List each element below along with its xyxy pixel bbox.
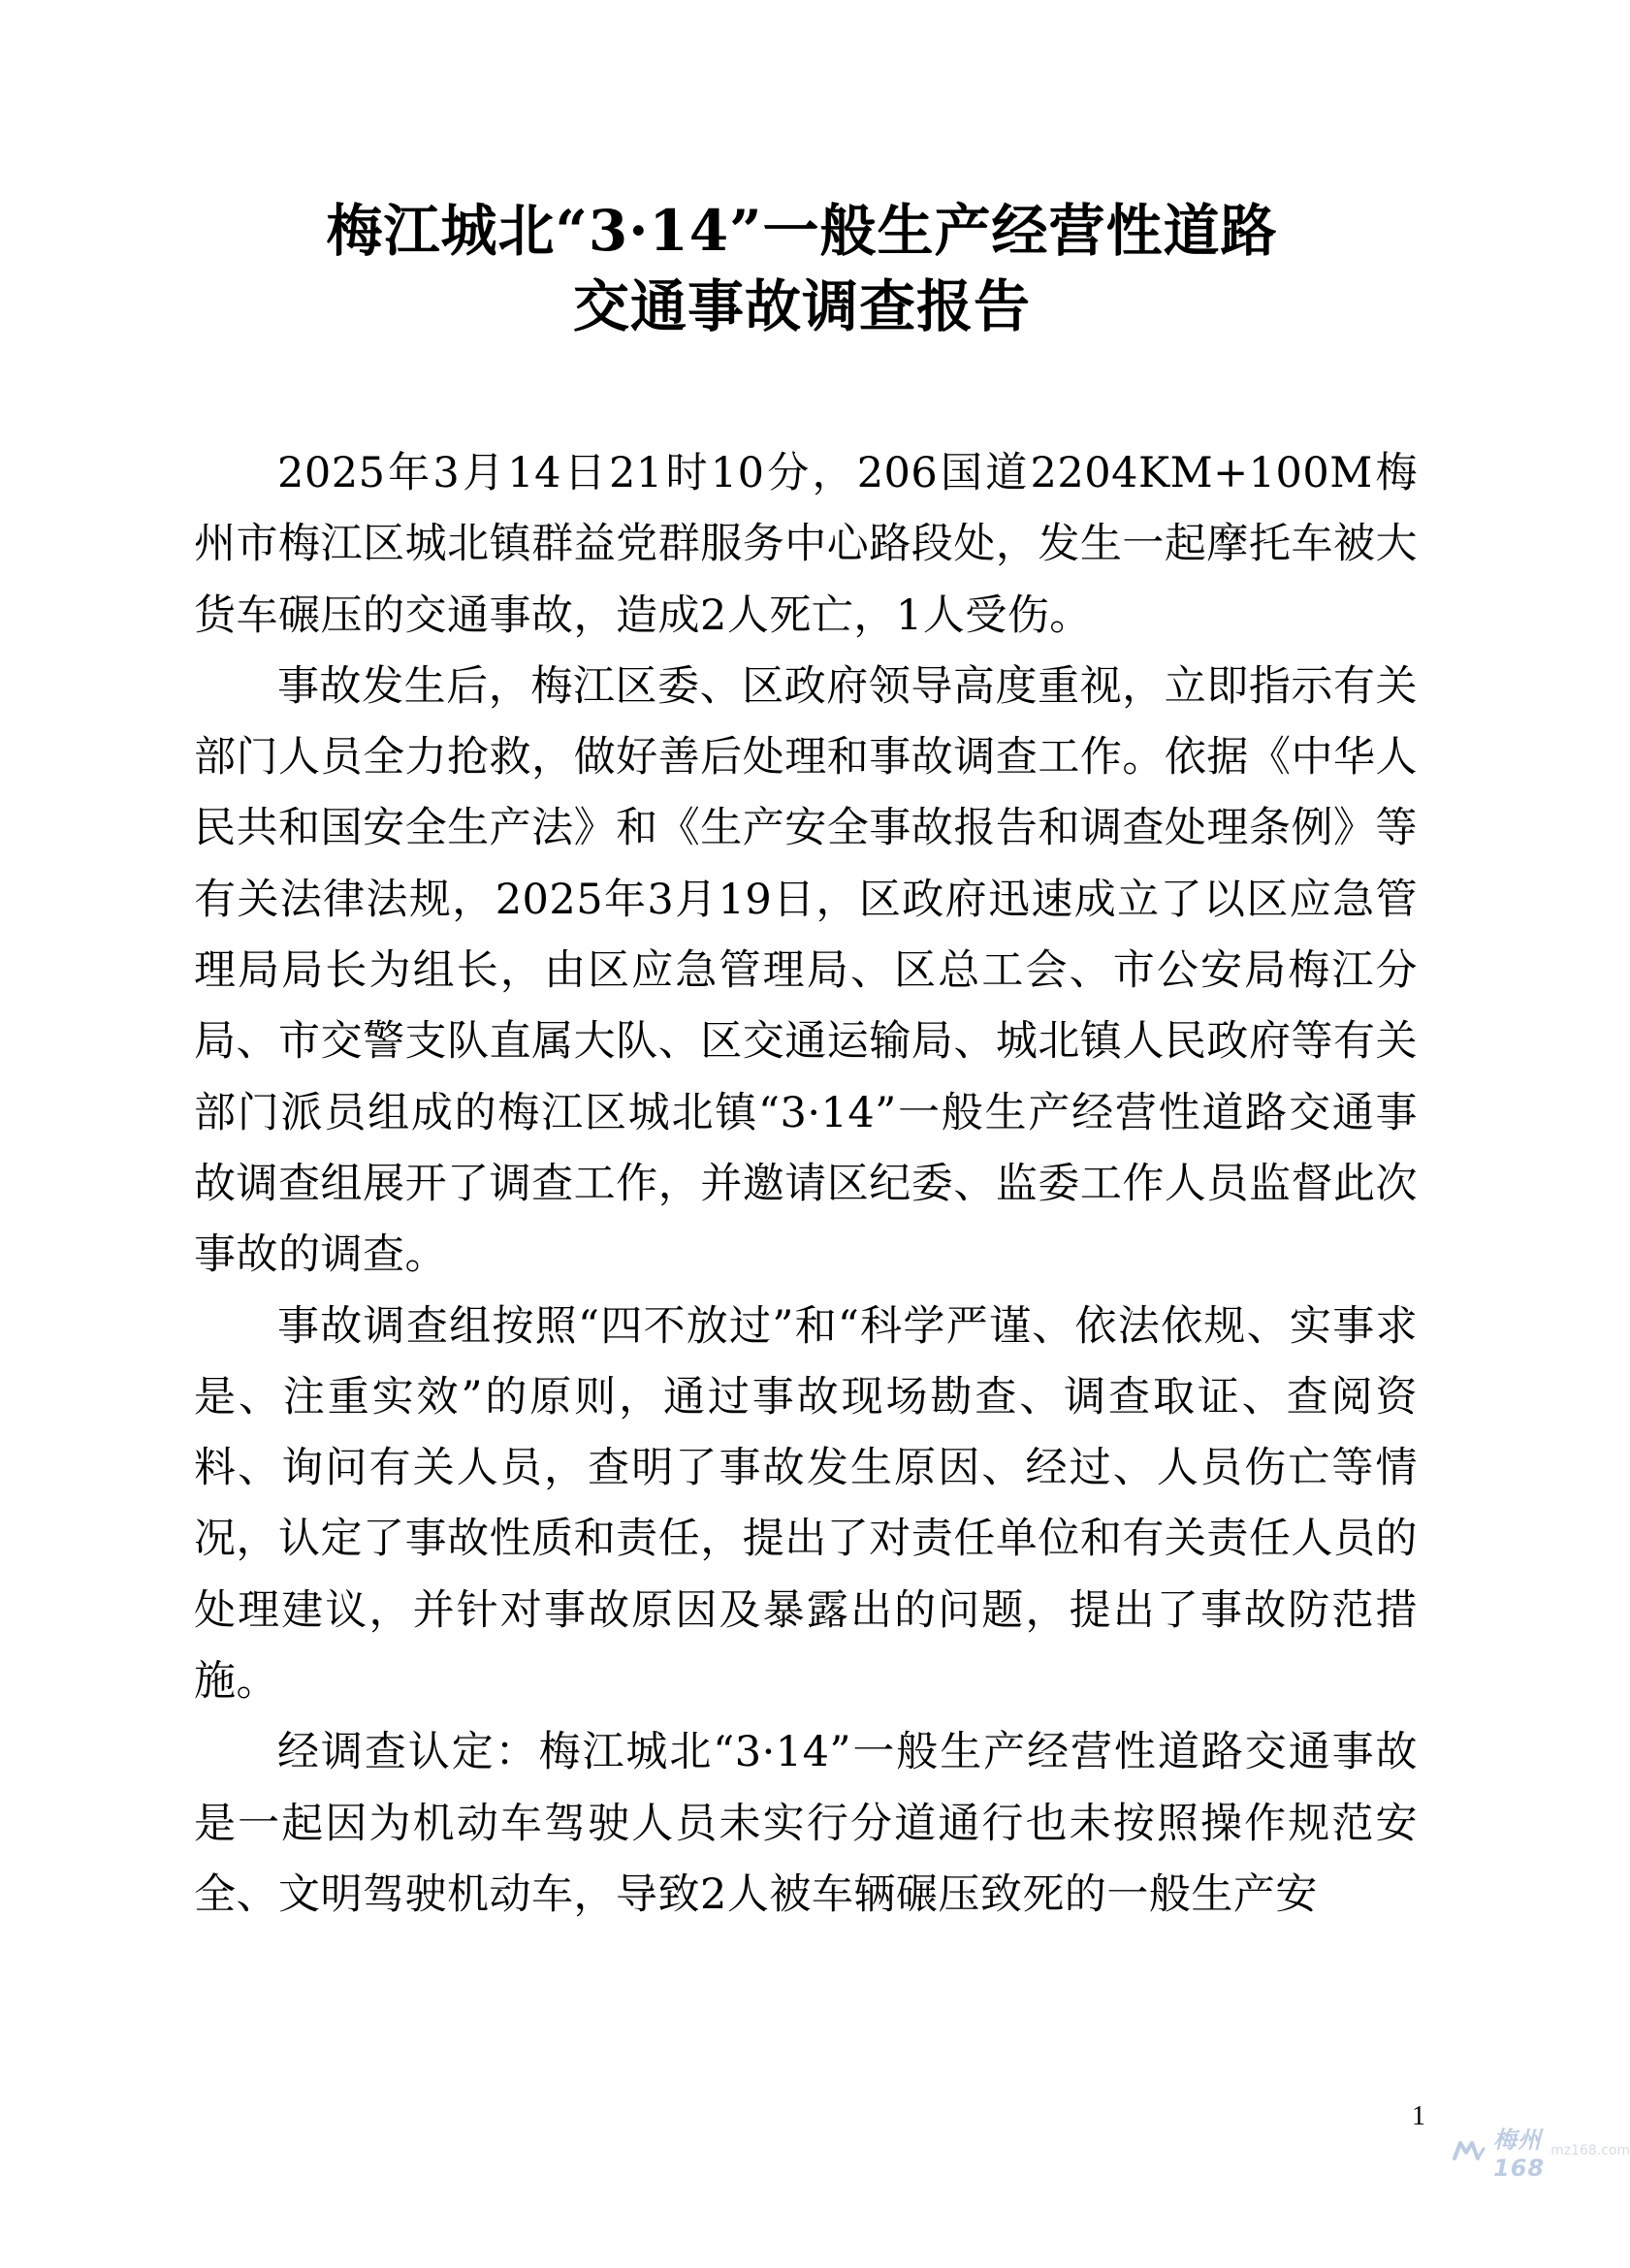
document-title-line2: 交通事故调查报告 [572,273,1031,339]
document-body [194,438,1418,1931]
paragraph-investigation-setup: 事故发生后，梅江区委、区政府领导高度重视，立即指示有关部门人员全力抢救，做好善后处理和事故调查工作。依据《中华人民共和国安全生产法》和《生产安全事故报告和调查处理条例》等有关法律法规，2025年3月19日，区政府迅速成立了以区应急管理局局长为组长，由区应急管理局、区总工会、市公安局梅江分局、市交警支队直属大队、区交通运输局、城北镇人民政府等有关部门派员组成的梅江区城北镇“3·14”一般生产经营性道路交通事故调查组展开了调查工作，并邀请区纪委、监委工作人员监督此次事故的调查。 [194,661,1418,1280]
paragraph-incident-summary: 2025年3月14日21时10分，206国道2204KM+100M梅州市梅江区城北镇群益党群服务中心路段处，发生一起摩托车被大货车碾压的交通事故，造成2人死亡，1人受伤。 [194,449,1418,640]
watermark-domain: mz168.com [1550,2143,1630,2158]
document-title-line1: 梅江城北“3·14”一般生产经营性道路 [326,198,1278,264]
page-number: 1 [1412,2101,1425,2131]
mz168-logo-icon [1453,2139,1486,2162]
watermark [1453,2125,1630,2182]
watermark-brand: 梅州168 [1493,2125,1546,2182]
paragraph-investigation-conclusion: 经调查认定：梅江城北“3·14”一般生产经营性道路交通事故是一起因为机动车驾驶人员未实行分道通行也未按照操作规范安全、文明驾驶机动车，导致2人被车辆碾压致死的一般生产安 [194,1728,1418,1919]
paragraph-investigation-principles: 事故调查组按照“四不放过”和“科学严谨、依法依规、实事求是、注重实效”的原则，通过事故现场勘查、调查取证、查阅资料、询问有关人员，查明了事故发生原因、经过、人员伤亡等情况，认定了事故性质和责任，提出了对责任单位和有关责任人员的处理建议，并针对事故原因及暴露出的问题，提出了事故防范措施。 [194,1301,1418,1707]
